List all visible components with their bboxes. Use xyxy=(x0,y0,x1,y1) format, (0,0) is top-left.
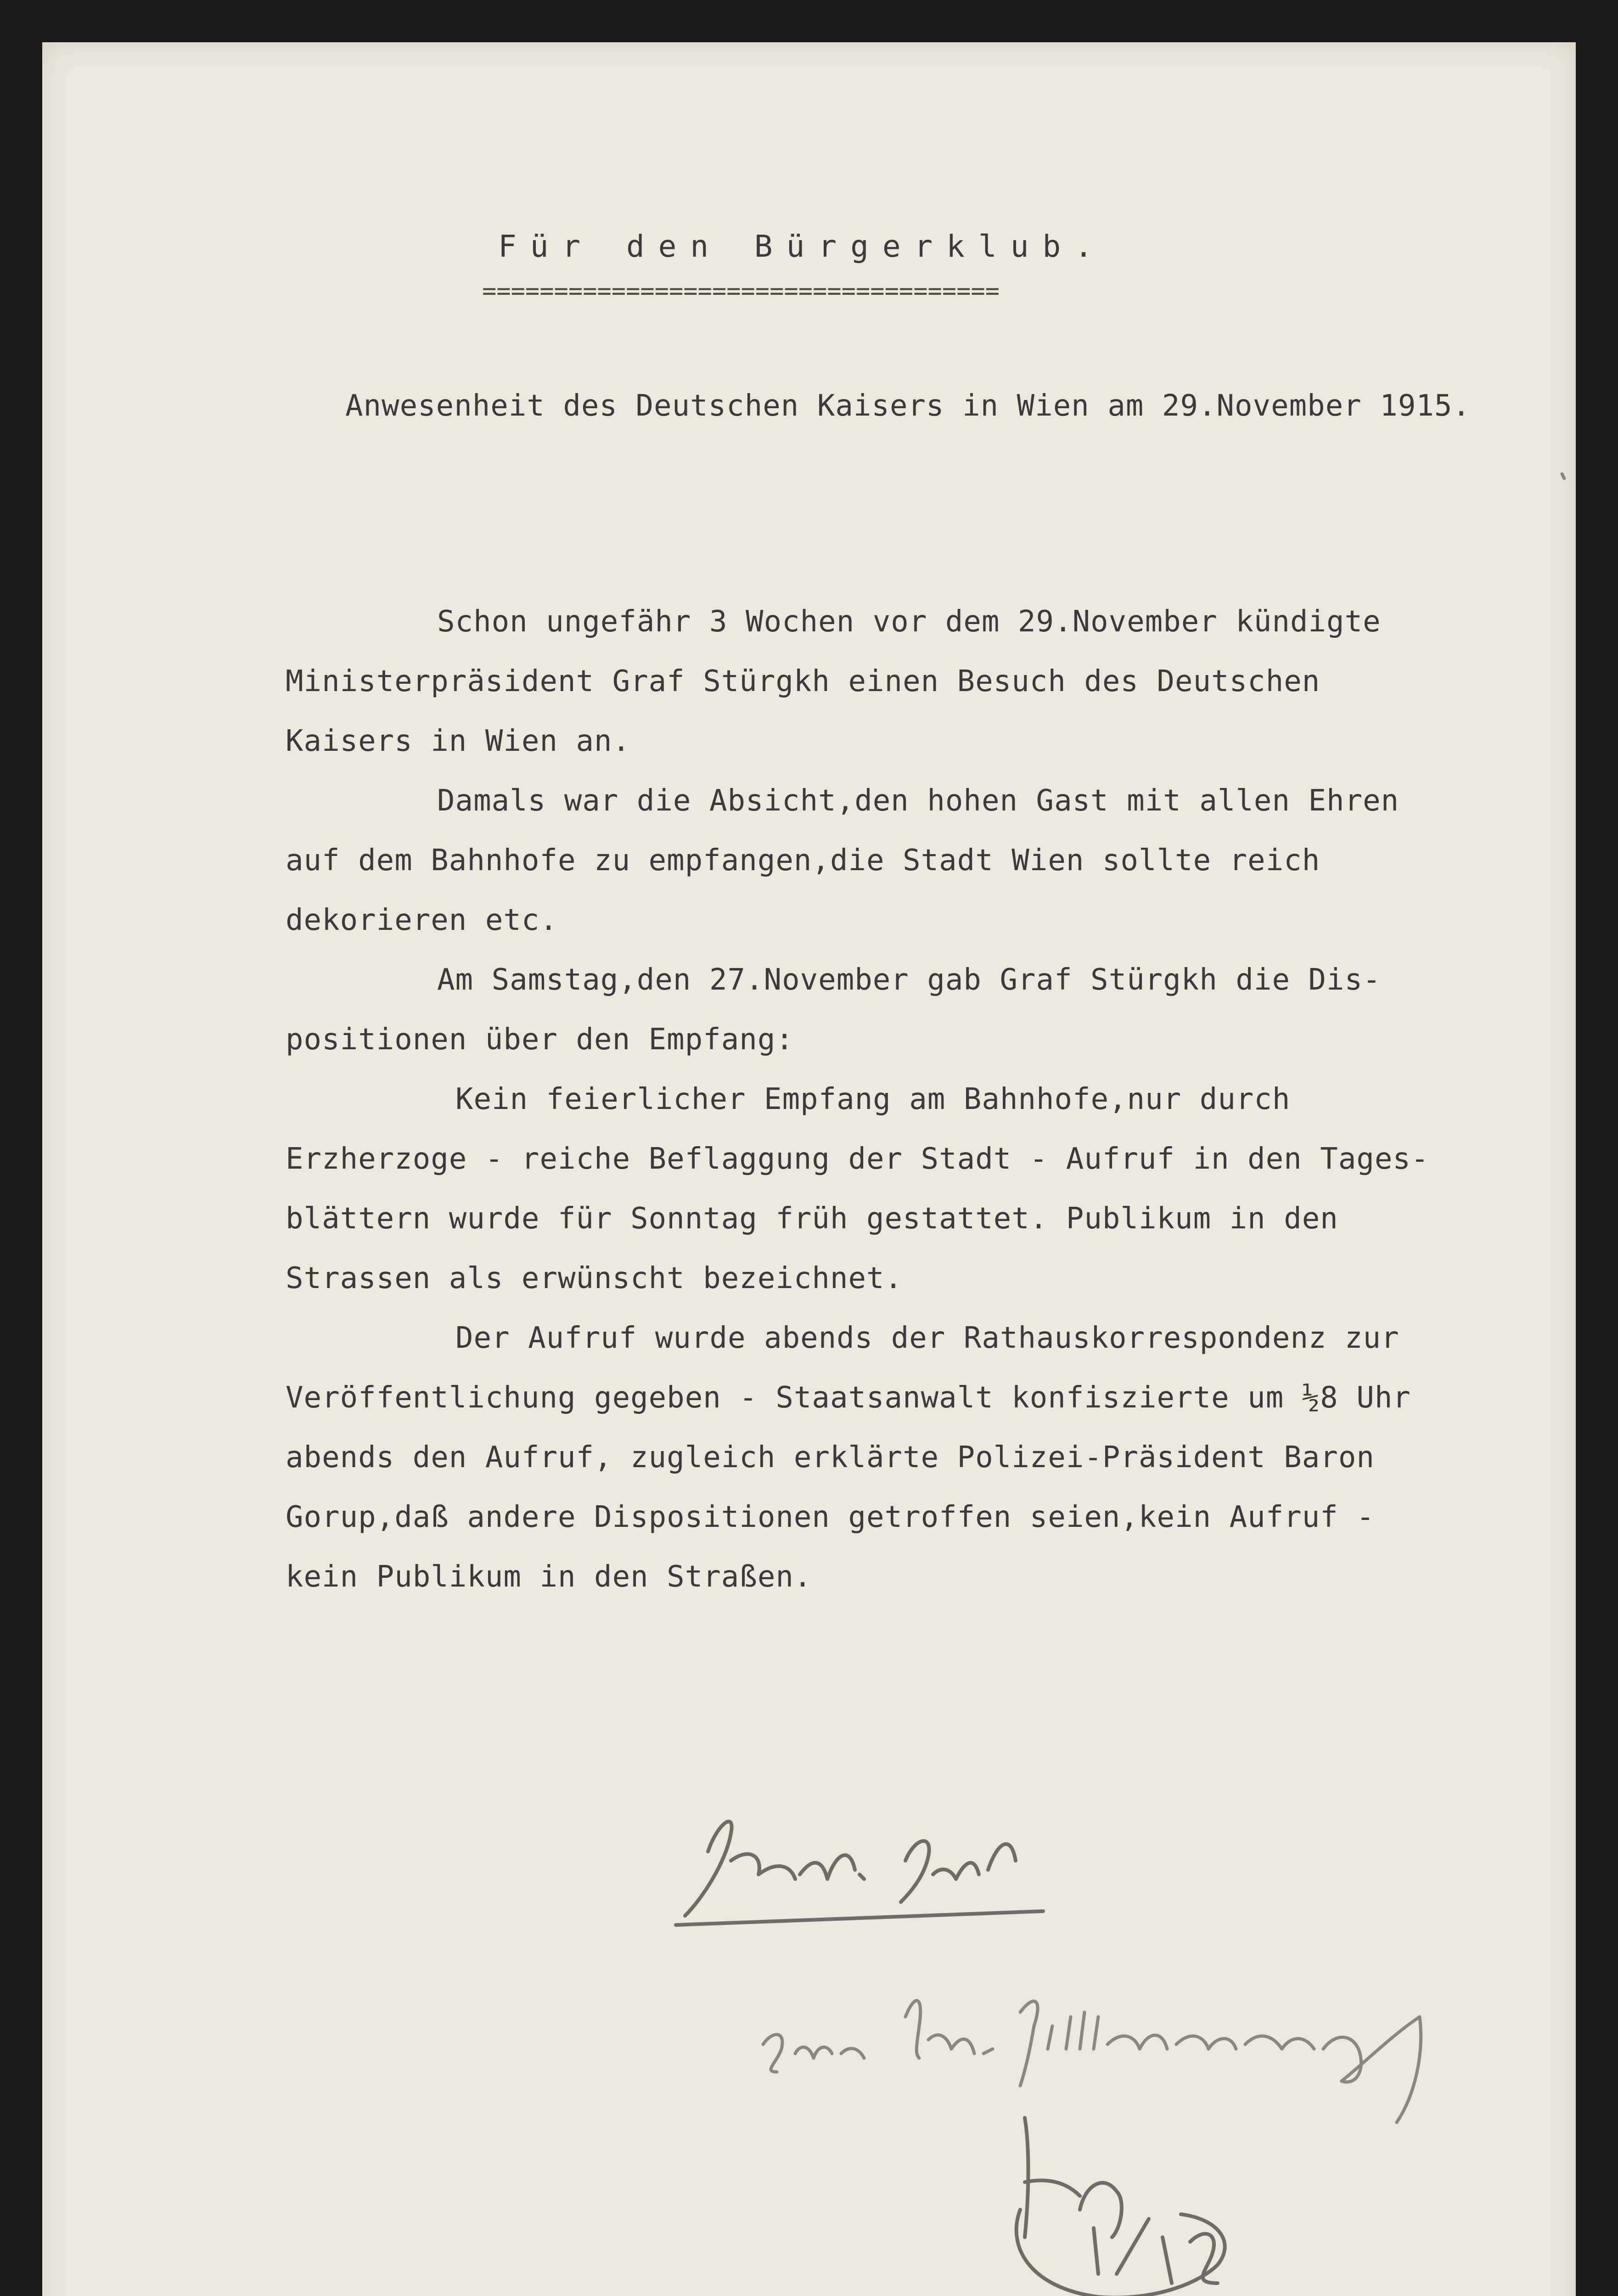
paragraph-4-line-3: blättern wurde für Sonntag früh gestattet. Publikum in den xyxy=(286,1202,1338,1236)
paragraph-5-line-4: Gorup,daß andere Dispositionen getroffen seien,kein Aufruf - xyxy=(286,1500,1375,1534)
paragraph-4-line-2: Erzherzoge - reiche Beflaggung der Stadt - Aufruf in den Tages- xyxy=(286,1142,1429,1176)
document-page xyxy=(42,42,1576,2296)
paragraph-2-line-3: dekorieren etc. xyxy=(286,903,558,937)
paragraph-1-line-1: Schon ungefähr 3 Wochen vor dem 29.November kündigte xyxy=(437,605,1381,639)
paragraph-3-line-2: positionen über den Empfang: xyxy=(286,1023,794,1057)
paragraph-5-line-1: Der Aufruf wurde abends der Rathauskorrespondenz zur xyxy=(455,1321,1399,1355)
paragraph-2-line-1: Damals war die Absicht,den hohen Gast mit allen Ehren xyxy=(437,784,1399,818)
document-subtitle: Anwesenheit des Deutschen Kaisers in Wien am 29.November 1915. xyxy=(345,389,1471,423)
handwritten-annotations xyxy=(42,42,1576,2296)
paragraph-4-line-4: Strassen als erwünscht bezeichnet. xyxy=(286,1261,903,1295)
paragraph-1-line-2: Ministerpräsident Graf Stürgkh einen Besuch des Deutschen xyxy=(286,664,1320,698)
handwritten-signature xyxy=(676,1822,1043,1925)
document-title: Für den Bürgerklub. xyxy=(498,229,1107,264)
handwritten-note-middle xyxy=(763,2001,1421,2122)
paragraph-2-line-2: auf dem Bahnhofe zu empfangen,die Stadt Wien sollte reich xyxy=(286,844,1320,878)
handwritten-initials-date xyxy=(1017,2118,1225,2296)
title-underline: ==================================== xyxy=(482,277,1000,305)
paragraph-4-line-1: Kein feierlicher Empfang am Bahnhofe,nur durch xyxy=(455,1082,1291,1116)
paragraph-1-line-3: Kaisers in Wien an. xyxy=(286,724,631,758)
margin-mark xyxy=(1562,474,1564,478)
paragraph-5-line-5: kein Publikum in den Straßen. xyxy=(286,1560,812,1594)
paragraph-5-line-3: abends den Aufruf, zugleich erklärte Polizei-Präsident Baron xyxy=(286,1441,1375,1474)
paragraph-3-line-1: Am Samstag,den 27.November gab Graf Stürgkh die Dis- xyxy=(437,963,1381,997)
paragraph-5-line-2: Veröffentlichung gegeben - Staatsanwalt konfiszierte um ½8 Uhr xyxy=(286,1381,1411,1415)
